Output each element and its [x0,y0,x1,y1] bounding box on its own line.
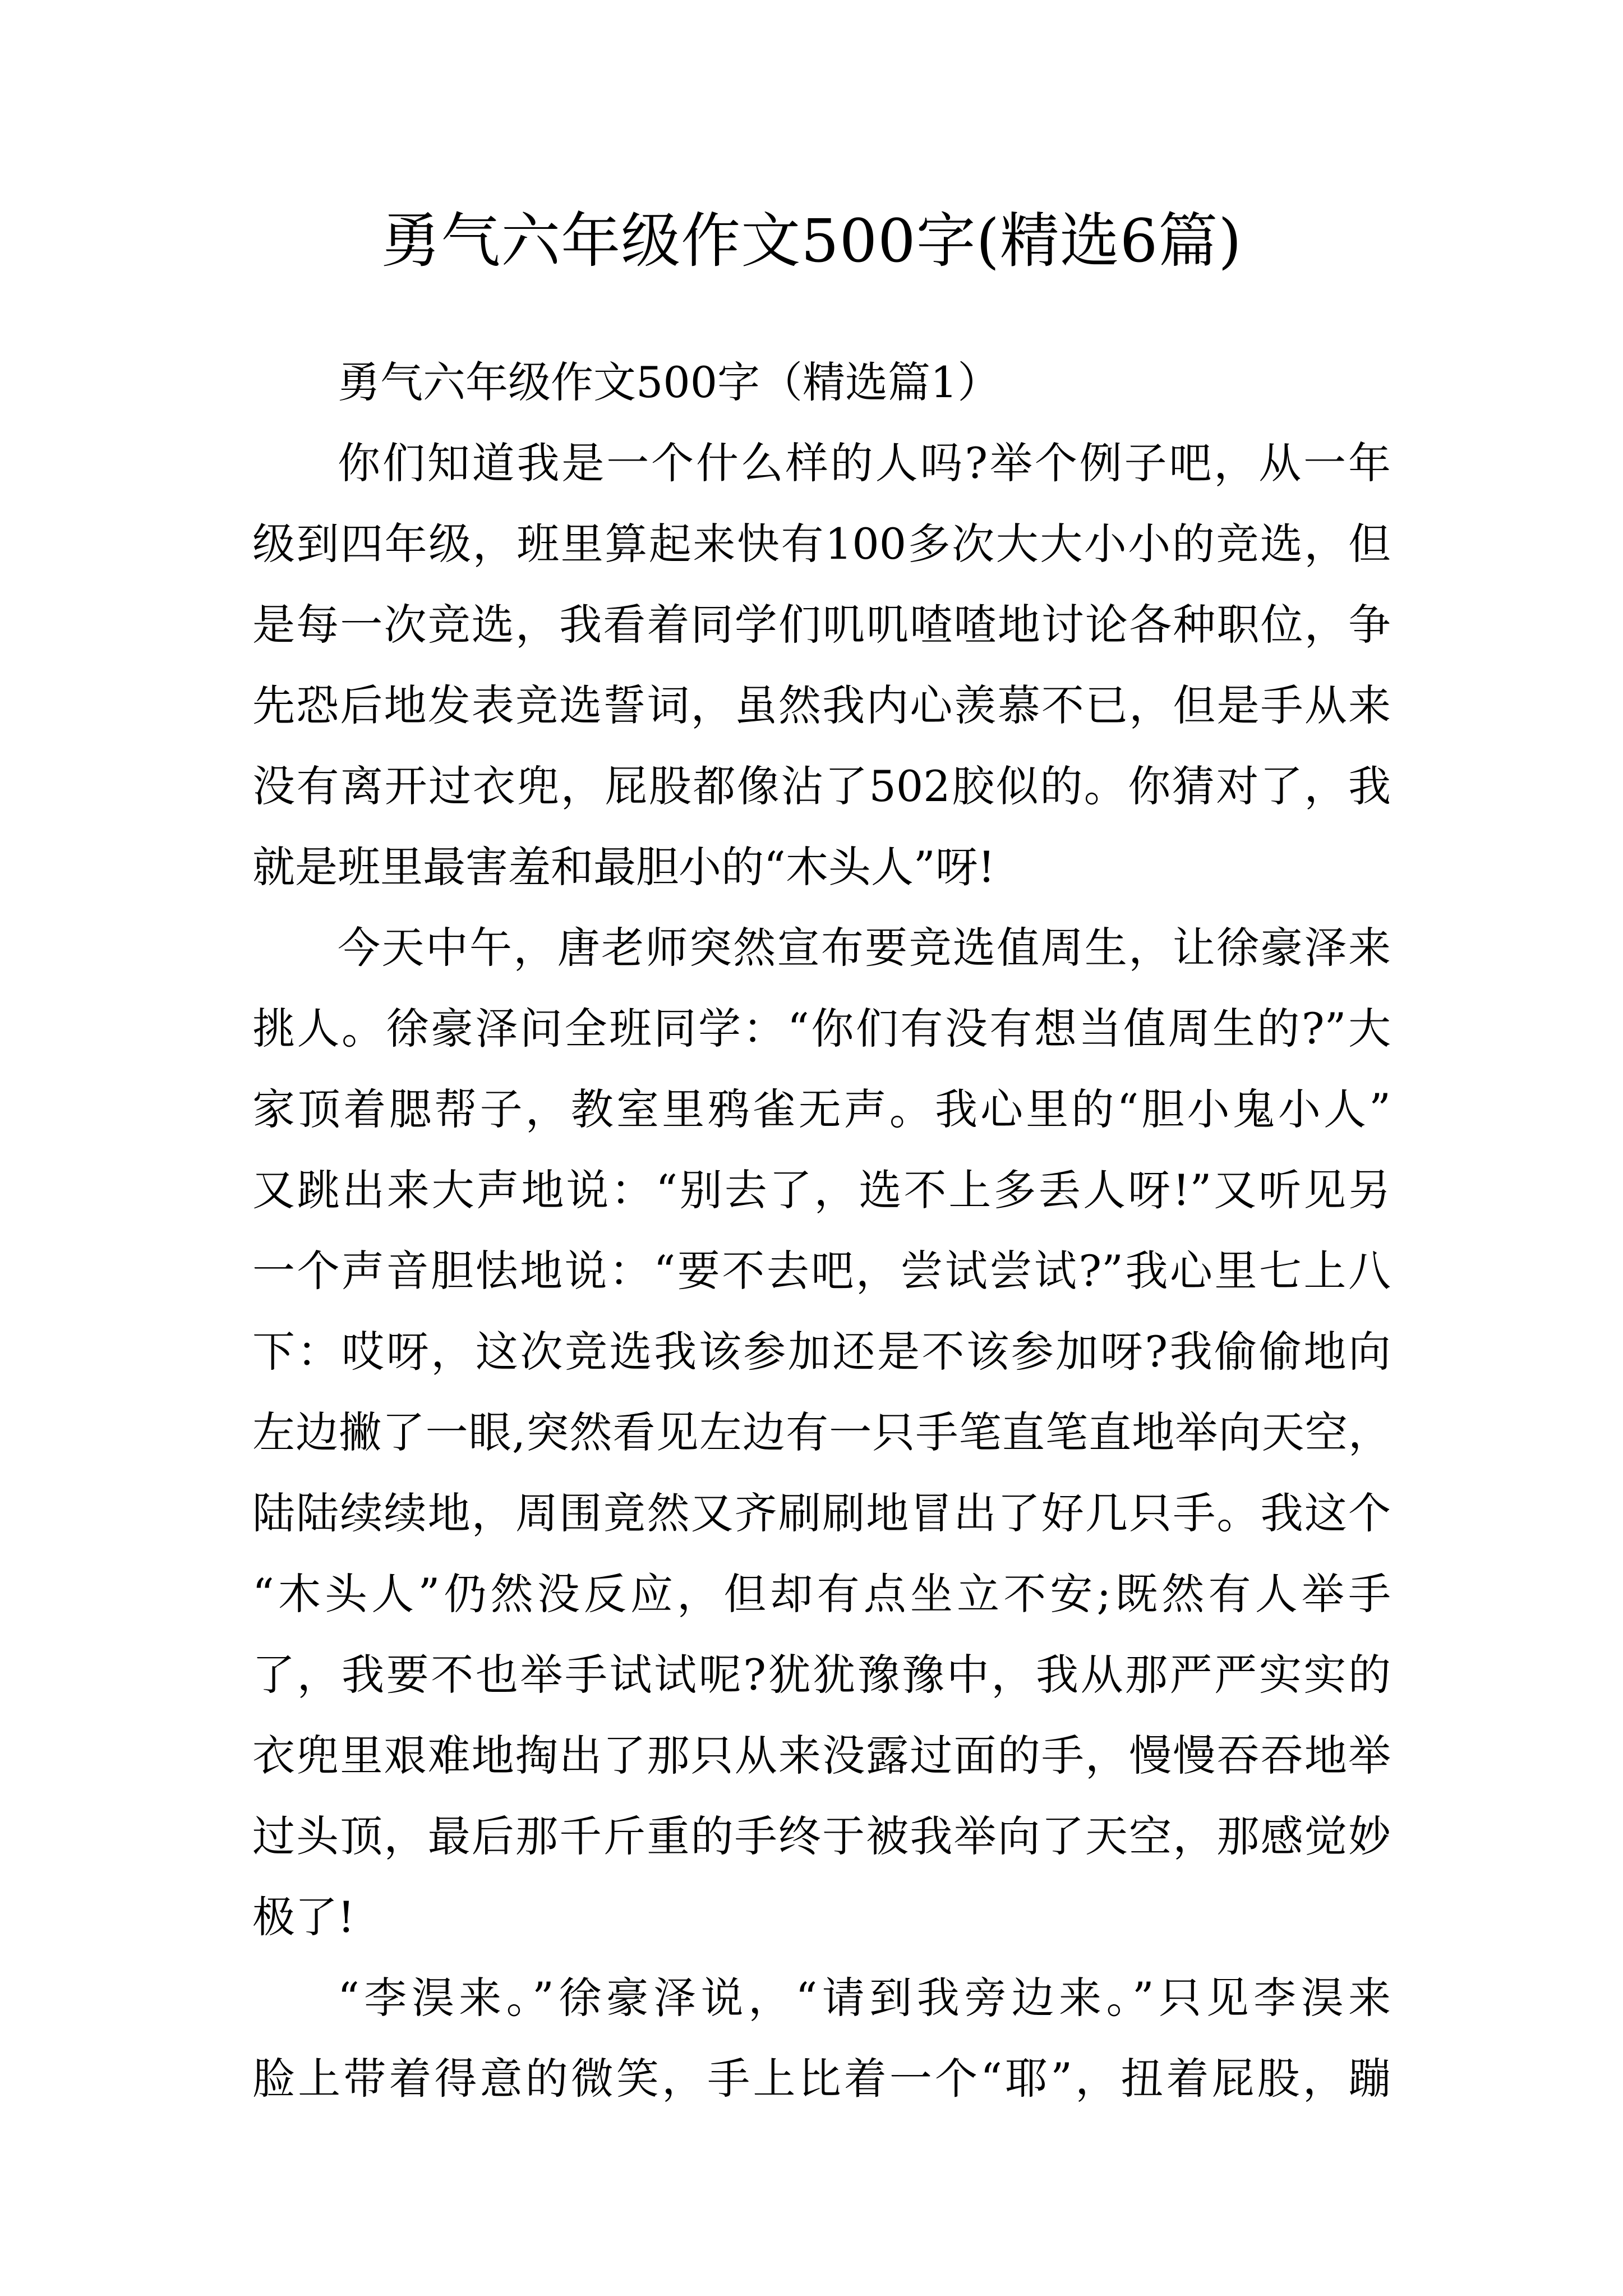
paragraph-line: 家顶着腮帮子，教室里鸦雀无声。我心里的“胆小鬼小人” [252,1084,1391,1134]
paragraph-line: 又跳出来大声地说：“别去了，选不上多丢人呀!”又听见另 [252,1165,1391,1215]
paragraph-line: 级到四年级，班里算起来快有100多次大大小小的竞选，但 [252,519,1391,569]
document-body [252,342,1391,2119]
document-title: 勇气六年级作文500字(精选6篇) [381,206,1242,275]
paragraph-line: 脸上带着得意的微笑，手上比着一个“耶”，扭着屁股，蹦 [252,2054,1391,2104]
paragraph-line: 左边撇了一眼,突然看见左边有一只手笔直笔直地举向天空， [252,1407,1391,1457]
paragraph-line: 过头顶，最后那千斤重的手终于被我举向了天空，那感觉妙 [252,1811,1391,1861]
paragraph-first-line: 今天中午，唐老师突然宣布要竞选值周生，让徐豪泽来 [338,923,1391,973]
paragraph-first-line: “李淏来。”徐豪泽说，“请到我旁边来。”只见李淏来 [338,1973,1391,2023]
section-heading: 勇气六年级作文500字（精选篇1） [338,357,1000,407]
paragraph-line: 是每一次竞选，我看着同学们叽叽喳喳地讨论各种职位，争 [252,600,1391,650]
paragraph-line: 没有离开过衣兜，屁股都像沾了502胶似的。你猜对了，我 [252,761,1391,811]
paragraph-line: 先恐后地发表竞选誓词，虽然我内心羡慕不已，但是手从来 [252,680,1391,730]
paragraph-last-line: 极了! [252,1892,355,1942]
paragraph-last-line: 就是班里最害羞和最胆小的“木头人”呀! [252,842,995,892]
paragraph-first-line: 你们知道我是一个什么样的人吗?举个例子吧，从一年 [338,438,1391,488]
paragraph-line: “木头人”仍然没反应，但却有点坐立不安;既然有人举手 [252,1569,1391,1619]
paragraph-line: 下：哎呀，这次竞选我该参加还是不该参加呀?我偷偷地向 [252,1327,1391,1377]
paragraph-line: 衣兜里艰难地掏出了那只从来没露过面的手，慢慢吞吞地举 [252,1731,1391,1780]
paragraph-line: 挑人。徐豪泽问全班同学：“你们有没有想当值周生的?”大 [252,1004,1391,1053]
paragraph-line: 陆陆续续地，周围竟然又齐刷刷地冒出了好几只手。我这个 [252,1488,1391,1538]
paragraph-line: 一个声音胆怯地说：“要不去吧，尝试尝试?”我心里七上八 [252,1246,1391,1296]
paragraph-line: 了，我要不也举手试试呢?犹犹豫豫中，我从那严严实实的 [252,1650,1391,1700]
